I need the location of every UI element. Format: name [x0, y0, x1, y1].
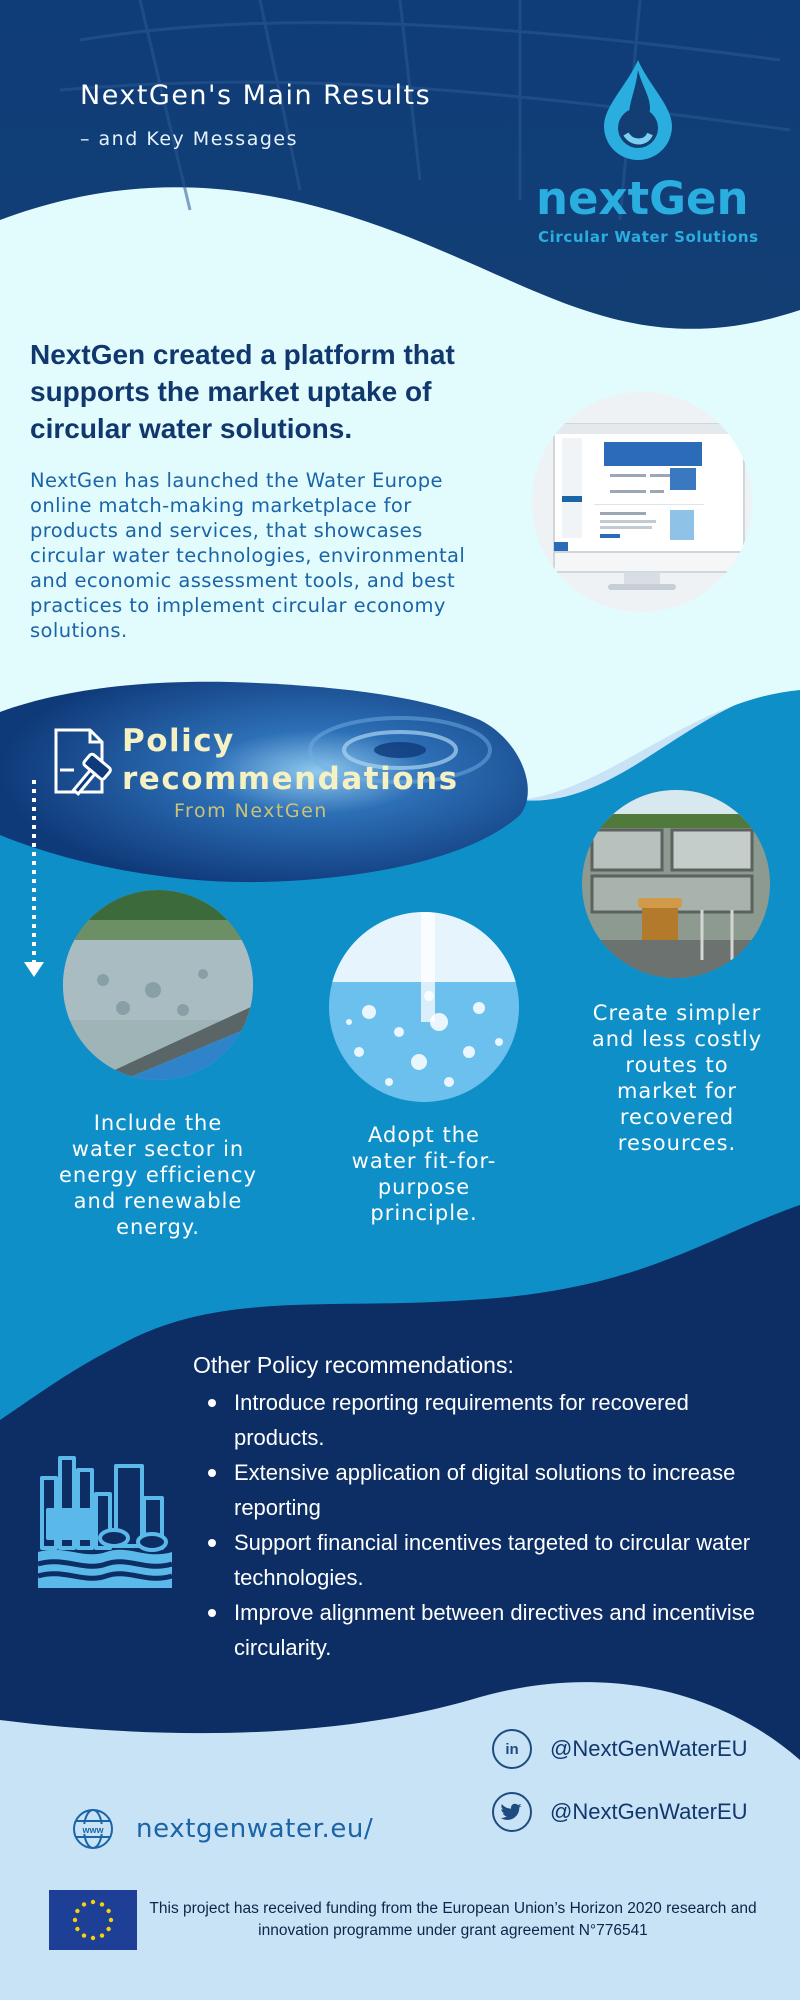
policy-title-line2: recommendations: [122, 761, 459, 797]
platform-description: NextGen has launched the Water Europe online match-making marketplace for products and services, that showcases circular water technologies, environmental and economic assessment tools, and best practices to implement circular economy solutions.: [30, 469, 466, 642]
document-gavel-icon: [52, 726, 122, 802]
recommendation-3-text: Create simpler and less costly routes to market for recovered resources.: [591, 1001, 763, 1155]
other-recommendations-list: [208, 1385, 768, 1665]
list-item: Introduce reporting requirements for recovered products.: [208, 1385, 768, 1455]
funding-statement: This project has received funding from the European Union’s Horizon 2020 research and innovation programme under grant agreement N°776541: [149, 1900, 757, 1939]
recommendation-2-text: Adopt the water fit-for-purpose principle.: [351, 1123, 497, 1225]
list-item: Support financial incentives targeted to circular water technologies.: [208, 1525, 768, 1595]
monitor-illustration: [532, 392, 752, 612]
eu-star: [106, 1927, 110, 1931]
eu-star: [75, 1909, 79, 1913]
linkedin-link[interactable]: [492, 1729, 748, 1769]
list-item: Improve alignment between directives and incentivise circularity.: [208, 1595, 768, 1665]
eu-star: [100, 1902, 104, 1906]
twitter-link[interactable]: [492, 1792, 748, 1832]
eu-star: [82, 1902, 86, 1906]
monitor-image: [532, 392, 752, 612]
linkedin-icon[interactable]: in: [492, 1729, 532, 1769]
policy-title: [122, 722, 459, 798]
eu-star: [91, 1936, 95, 1940]
list-item: Extensive application of digital solutions to increase reporting: [208, 1455, 768, 1525]
policy-source: From NextGen: [174, 800, 328, 822]
eu-star: [109, 1918, 113, 1922]
twitter-icon[interactable]: [492, 1792, 532, 1832]
treatment-plant-photo: [582, 790, 770, 978]
globe-icon[interactable]: [72, 1808, 114, 1850]
website-url[interactable]: nextgenwater.eu/: [136, 1814, 374, 1844]
water-industry-icon: [34, 1448, 176, 1594]
twitter-handle[interactable]: @NextGenWaterEU: [550, 1799, 748, 1824]
website-link[interactable]: [72, 1808, 373, 1850]
eu-flag-icon: [49, 1890, 137, 1950]
policy-title-line1: Policy: [122, 723, 235, 759]
platform-heading: NextGen created a platform that supports the market uptake of circular water solutions.: [30, 339, 455, 444]
globe-icon-label: www: [82, 1825, 104, 1835]
eu-star: [106, 1909, 110, 1913]
logo-tagline: Circular Water Solutions: [538, 228, 759, 246]
logo-wordmark: nextGen: [536, 172, 749, 225]
page-subtitle: – and Key Messages: [80, 128, 298, 150]
water-bubbles-photo: [329, 912, 519, 1102]
recommendation-1-text: Include the water sector in energy efficiency and renewable energy.: [59, 1111, 257, 1239]
water-basin-photo: [63, 890, 253, 1080]
eu-star: [100, 1933, 104, 1937]
linkedin-handle[interactable]: @NextGenWaterEU: [550, 1736, 748, 1761]
eu-star: [82, 1933, 86, 1937]
water-drop-logo-icon: [598, 58, 678, 164]
other-recommendations-title: Other Policy recommendations:: [193, 1352, 514, 1378]
eu-star: [73, 1918, 77, 1922]
eu-star: [91, 1900, 95, 1904]
eu-star: [75, 1927, 79, 1931]
page-title: NextGen's Main Results: [80, 80, 432, 111]
